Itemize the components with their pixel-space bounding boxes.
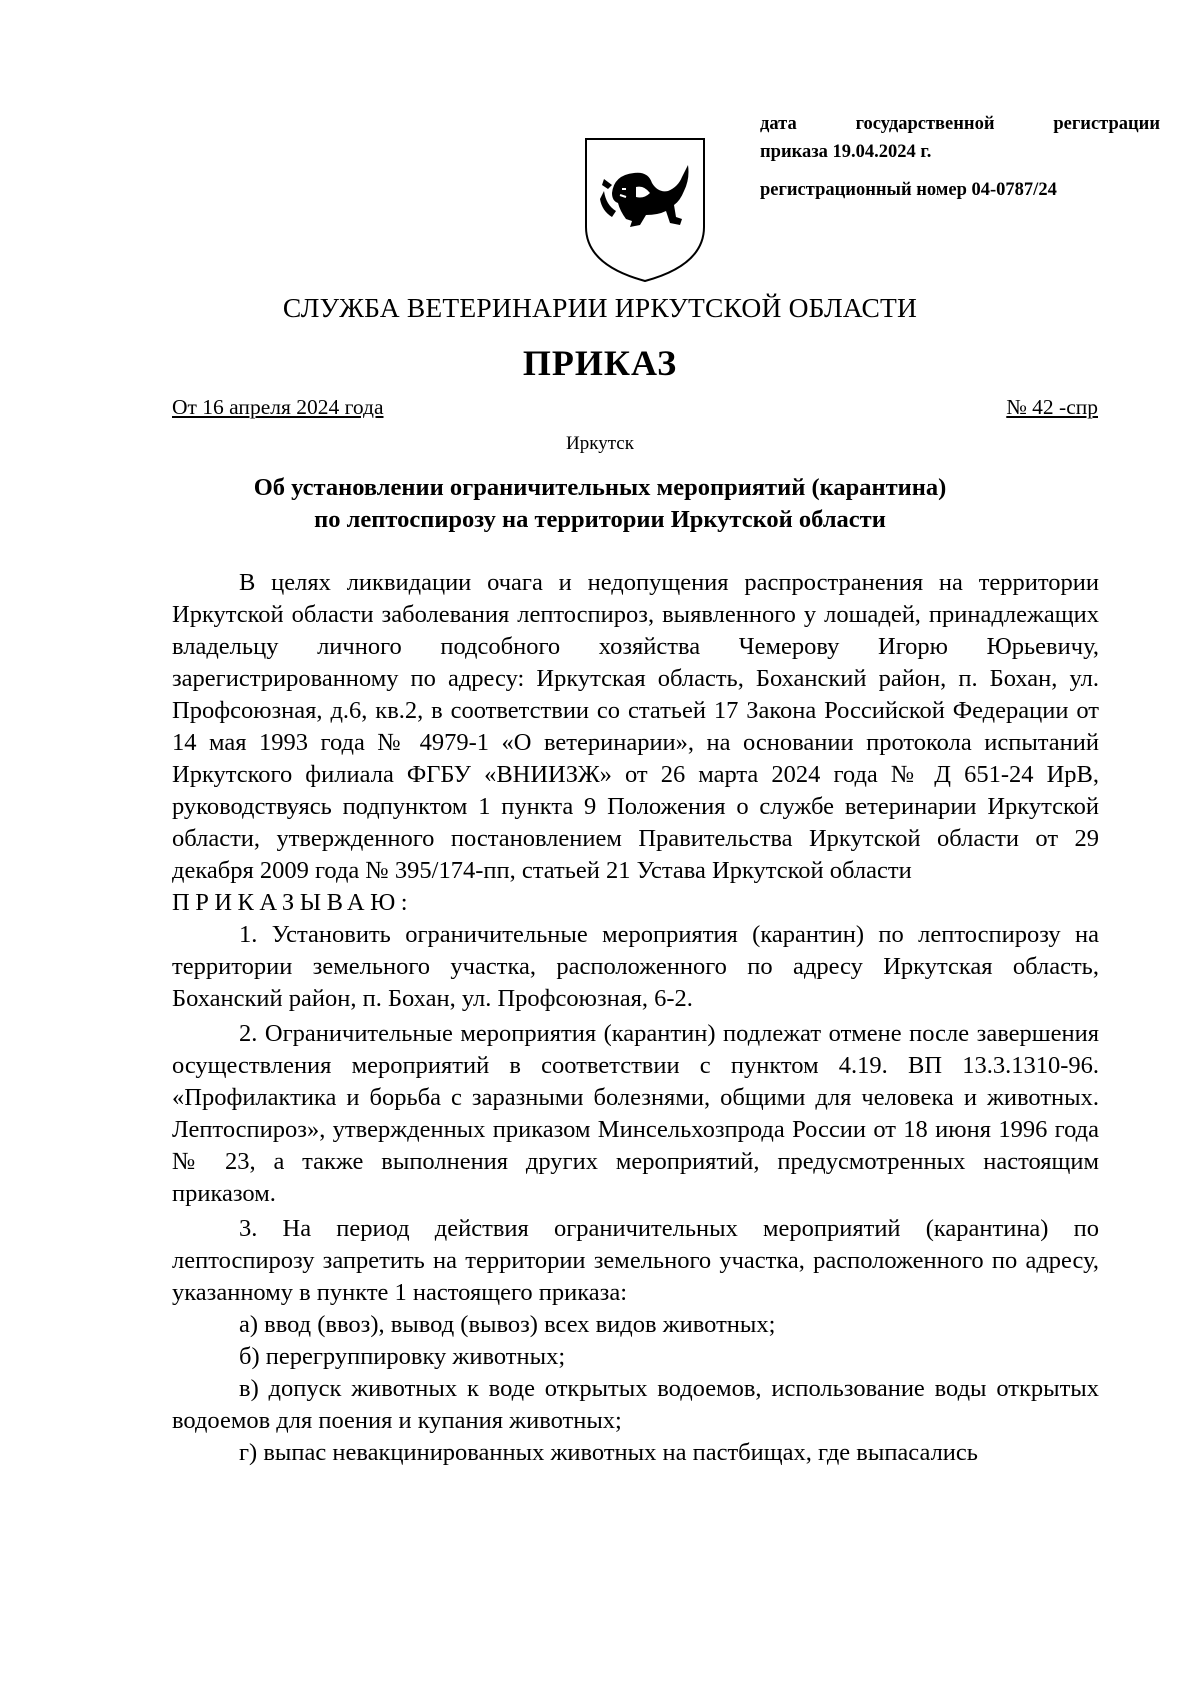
document-type: ПРИКАЗ bbox=[522, 343, 678, 383]
title-line-2: по лептоспирозу на территории Иркутской области bbox=[314, 506, 886, 533]
registration-line-1: дата государственной регистрации bbox=[760, 114, 1160, 134]
order-date: От 16 апреля 2024 года bbox=[172, 395, 384, 419]
registration-line-2: приказа 19.04.2024 г. bbox=[760, 142, 932, 162]
preamble-paragraph: В целях ликвидации очага и недопущения распространения на территории Иркутской области заболевания лептоспироз, выявленного у лошадей, принадлежащих владельцу личного подсобного хозяйства Чемерову Игорю Юрьевичу, зарегистрированному по адресу: Иркутская область, Боханский район, п. Бохан, ул. Профсоюзная, д.6, кв.2, в соответствии со статьей 17 Закона Российской Федерации от 14 мая 1993 года № 4979-1 «О ветеринарии», на основании протокола испытаний Иркутского филиала ФГБУ «ВНИИЗЖ» от 26 марта 2024 года № Д 651-24 ИрВ, руководствуясь подпунктом 1 пункта 9 Положения о службе ветеринарии Иркутской области, утвержденного постановлением Правительства Иркутской области от 29 декабря 2009 года № 395/174-пп, статьей 21 Устава Иркутской области bbox=[172, 569, 1099, 884]
title-line-1: Об установлении ограничительных мероприятий (карантина) bbox=[253, 474, 947, 501]
order-body bbox=[172, 567, 1099, 1469]
organization-name: СЛУЖБА ВЕТЕРИНАРИИ ИРКУТСКОЙ ОБЛАСТИ bbox=[282, 292, 918, 323]
order-word: ПРИКАЗЫВАЮ: bbox=[172, 889, 414, 916]
registration-block bbox=[760, 110, 1160, 204]
order-number: № 42 -спр bbox=[1006, 395, 1098, 419]
paragraph-2: 2. Ограничительные мероприятия (карантин) подлежат отмене после завершения осуществления мероприятий в соответствии с пунктом 4.19. ВП 13.3.1310-96. «Профилактика и борьба с заразными болезнями, общими для человека и животных. Лептоспироз», утвержденных приказом Минсельхозпрода России от 18 июня 1996 года № 23, а также выполнения других мероприятий, предусмотренных настоящим приказом. bbox=[172, 1020, 1099, 1207]
order-title bbox=[150, 472, 1050, 536]
paragraph-3: 3. На период действия ограничительных мероприятий (карантина) по лептоспирозу запретить на территории земельного участка, расположенного по адресу, указанному в пункте 1 настоящего приказа: bbox=[172, 1215, 1099, 1306]
subitem-b: б) перегруппировку животных; bbox=[239, 1343, 566, 1370]
subitem-g: г) выпас невакцинированных животных на пастбищах, где выпасались bbox=[239, 1439, 978, 1466]
coat-of-arms-icon bbox=[582, 135, 708, 285]
subitem-a: а) ввод (ввоз), вывод (вывоз) всех видов животных; bbox=[239, 1311, 776, 1338]
subitem-v: в) допуск животных к воде открытых водоемов, использование воды открытых водоемов для поения и купания животных; bbox=[172, 1375, 1099, 1434]
paragraph-1: 1. Установить ограничительные мероприятия (карантин) по лептоспирозу на территории земельного участка, расположенного по адресу Иркутская область, Боханский район, п. Бохан, ул. Профсоюзная, 6-2. bbox=[172, 921, 1099, 1012]
city: Иркутск bbox=[566, 433, 634, 454]
registration-line-3: регистрационный номер 04-0787/24 bbox=[760, 180, 1057, 200]
